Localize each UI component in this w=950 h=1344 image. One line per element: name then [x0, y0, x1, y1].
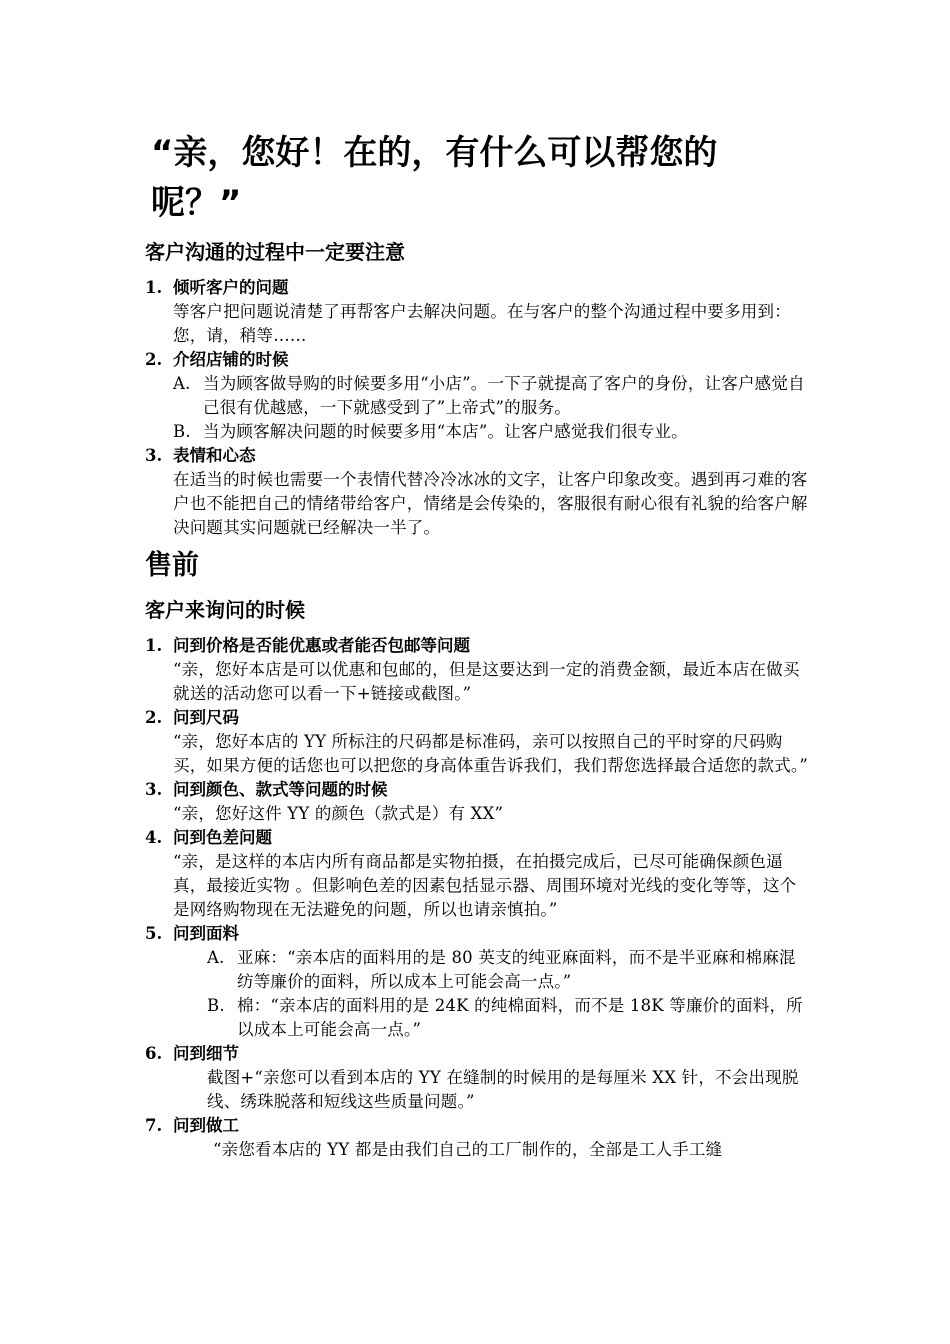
document-title: “亲，您好！在的，有什么可以帮您的呢？”: [151, 133, 718, 223]
list-item: [145, 348, 810, 444]
item-title: 问到做工: [173, 1116, 239, 1135]
list-item: [145, 826, 810, 922]
item-text: “亲，您好本店是可以优惠和包邮的，但是这要达到一定的消费金额，最近本店在做买就送的活动您可以看一下+链接或截图。”: [173, 660, 800, 703]
item-title: 问到细节: [173, 1044, 239, 1063]
item-title: 问到颜色、款式等问题的时候: [173, 780, 388, 799]
sub-item: [145, 994, 810, 1042]
item-number: 5.: [145, 924, 163, 943]
item-text: “亲您看本店的 YY 都是由我们自己的工厂制作的，全部是工人手工缝: [213, 1140, 723, 1159]
item-number: 3.: [145, 446, 163, 465]
item-text: 等客户把问题说清楚了再帮客户去解决问题。在与客户的整个沟通过程中要多用到：您，请，稍等……: [173, 302, 791, 345]
sub-item-text: 当为顾客做导购的时候要多用“小店”。一下子就提高了客户的身份，让客户感觉自己很有优越感，一下就感受到了”上帝式”的服务。: [203, 374, 805, 417]
sub-item-letter: B.: [207, 996, 225, 1015]
section-heading-presale: 售前: [145, 550, 199, 581]
list-item: [145, 922, 810, 1042]
item-number: 7.: [145, 1116, 163, 1135]
document-page: [145, 128, 810, 1162]
list-item: [145, 444, 810, 540]
item-number: 2.: [145, 350, 163, 369]
item-text: 截图+“亲您可以看到本店的 YY 在缝制的时候用的是每厘米 XX 针，不会出现脱线、绣珠脱落和短线这些质量问题。”: [207, 1068, 799, 1111]
sub-item-text: 亚麻：“亲本店的面料用的是 80 英支的纯亚麻面料，而不是半亚麻和棉麻混纺等廉价的面料，所以成本上可能会高一点。”: [237, 948, 796, 991]
item-title: 问到色差问题: [173, 828, 272, 847]
sub-item-letter: A.: [173, 374, 191, 393]
sub-item-letter: A.: [207, 948, 225, 967]
list-item: [145, 1114, 810, 1162]
list-item: [145, 778, 810, 826]
list-item: [145, 634, 810, 706]
item-text: “亲，您好这件 YY 的颜色（款式是）有 XX”: [173, 804, 504, 823]
item-title: 表情和心态: [173, 446, 256, 465]
item-title: 问到面料: [173, 924, 239, 943]
section-heading-communication: 客户沟通的过程中一定要注意: [145, 240, 405, 264]
item-title: 倾听客户的问题: [173, 278, 289, 297]
item-title: 问到尺码: [173, 708, 239, 727]
item-title: 问到价格是否能优惠或者能否包邮等问题: [173, 636, 470, 655]
sub-item: [145, 946, 810, 994]
sub-item-text: 当为顾客解决问题的时候要多用“本店”。让客户感觉我们很专业。: [203, 422, 688, 441]
item-number: 1.: [145, 278, 163, 297]
subsection-heading-inquiry: 客户来询问的时候: [145, 598, 305, 622]
item-number: 1.: [145, 636, 163, 655]
sub-item-text: 棉：“亲本店的面料用的是 24K 的纯棉面料，而不是 18K 等廉价的面料，所以成本上可能会高一点。”: [237, 996, 803, 1039]
item-text: “亲，您好本店的 YY 所标注的尺码都是标准码，亲可以按照自己的平时穿的尺码购买，如果方便的话您也可以把您的身高体重告诉我们，我们帮您选择最合适您的款式。”: [173, 732, 808, 775]
item-text: “亲，是这样的本店内所有商品都是实物拍摄，在拍摄完成后，已尽可能确保颜色逼真，最接近实物 。但影响色差的因素包括显示器、周围环境对光线的变化等等，这个是网络购物现在无法避免的问题，所以也请亲慎拍。”: [173, 852, 797, 919]
sub-item: [145, 372, 810, 420]
list-item: [145, 706, 810, 778]
list-item: [145, 1042, 810, 1114]
sub-item: [145, 420, 810, 444]
item-number: 4.: [145, 828, 163, 847]
item-number: 3.: [145, 780, 163, 799]
item-text: 在适当的时候也需要一个表情代替冷冷冰冰的文字，让客户印象改变。遇到再刁难的客户也不能把自己的情绪带给客户，情绪是会传染的，客服很有耐心很有礼貌的给客户解决问题其实问题就已经解决一半了。: [173, 470, 808, 537]
item-number: 2.: [145, 708, 163, 727]
item-number: 6.: [145, 1044, 163, 1063]
list-item: [145, 276, 810, 348]
sub-item-letter: B.: [173, 422, 191, 441]
item-title: 介绍店铺的时候: [173, 350, 289, 369]
